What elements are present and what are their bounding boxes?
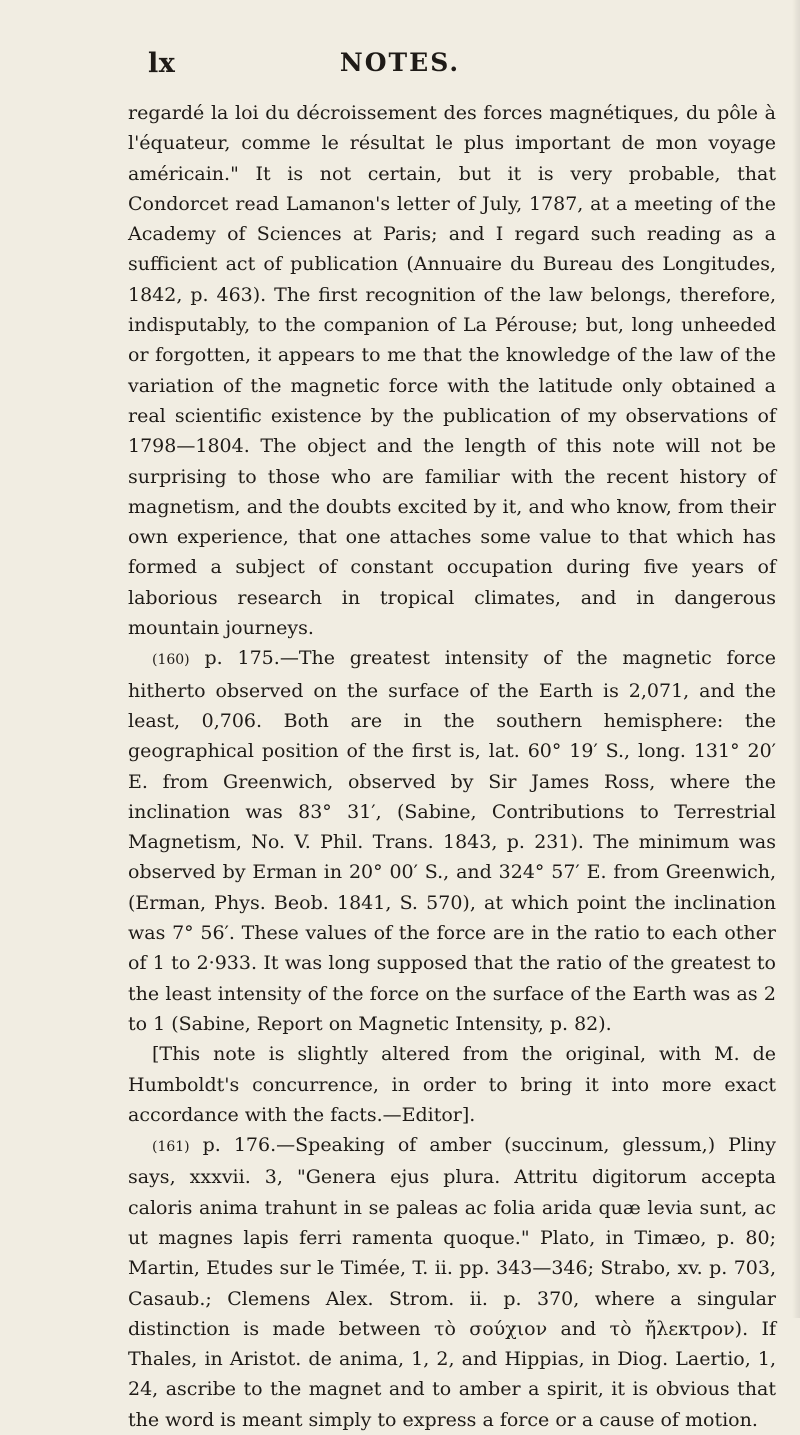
editor-note <box>128 1039 776 1130</box>
note-number: (161) <box>152 1139 190 1156</box>
page-header <box>0 40 800 80</box>
note-161 <box>128 1130 776 1435</box>
paragraph-continuation <box>128 98 776 643</box>
body-text <box>128 98 776 1435</box>
page-number: lx <box>148 48 176 79</box>
paragraph-text: p. 176.—Speaking of amber (succinum, glessum,) Pliny says, xxxvii. 3, "Genera ejus plura. Attritu digitorum accepta caloris anima trahunt in se paleas ac folia arida quæ levia sunt, ac ut magnes lapis ferri ramenta quoque." Plato, in Timæo, p. 80; Martin, Etudes sur le Timée, T. ii. pp. 343—346; Strabo, xv. p. 703, Casaub.; Clemens Alex. Strom. ii. p. 370, where a singular distinction is made between τὸ σούχιον and τὸ ἤλεκτρον). If Thales, in Aristot. de anima, 1, 2, and Hippias, in Diog. Laertio, 1, 24, ascribe to the magnet and to amber a spirit, it is obvious that the word is meant simply to express a force or a cause of motion. <box>128 1134 776 1431</box>
paragraph-text: p. 175.—The greatest intensity of the magnetic force hitherto observed on the surface of the Earth is 2,071, and the least, 0,706. Both are in the southern hemisphere: the geographical position of the first is, lat. 60° 19′ S., long. 131° 20′ E. from Greenwich, observed by Sir James Ross, where the inclination was 83° 31′, (Sabine, Contributions to Terrestrial Magnetism, No. V. Phil. Trans. 1843, p. 231). The minimum was observed by Erman in 20° 00′ S., and 324° 57′ E. from Greenwich, (Erman, Phys. Beob. 1841, S. 570), at which point the inclination was 7° 56′. These values of the force are in the ratio to each other of 1 to 2·933. It was long supposed that the ratio of the greatest to the least intensity of the force on the surface of the Earth was as 2 to 1 (Sabine, Report on Magnetic Intensity, p. 82). <box>128 647 776 1035</box>
scan-edge-shadow <box>792 0 800 1318</box>
note-number: (160) <box>152 652 190 669</box>
paragraph-text: [This note is slightly altered from the original, with M. de Humboldt's concurrence, in order to bring it into more exact accordance with the facts.—Editor]. <box>128 1043 776 1126</box>
note-160 <box>128 643 776 1039</box>
running-title: NOTES. <box>339 48 461 77</box>
paragraph-text: regardé la loi du décroissement des forces magnétiques, du pôle à l'équateur, comme le résultat le plus important de mon voyage américain." It is not certain, but it is very probable, that Condorcet read Lamanon's letter of July, 1787, at a meeting of the Academy of Sciences at Paris; and I regard such reading as a sufficient act of publication (Annuaire du Bureau des Longitudes, 1842, p. 463). The first recognition of the law belongs, therefore, indisputably, to the companion of La Pérouse; but, long unheeded or forgotten, it appears to me that the knowledge of the law of the variation of the magnetic force with the latitude only obtained a real scientific existence by the publication of my observations of 1798—1804. The object and the length of this note will not be surprising to those who are familiar with the recent history of magnetism, and the doubts excited by it, and who know, from their own experience, that one attaches some value to that which has formed a subject of constant occupation during five years of laborious research in tropical climates, and in dangerous mountain journeys. <box>128 102 776 640</box>
